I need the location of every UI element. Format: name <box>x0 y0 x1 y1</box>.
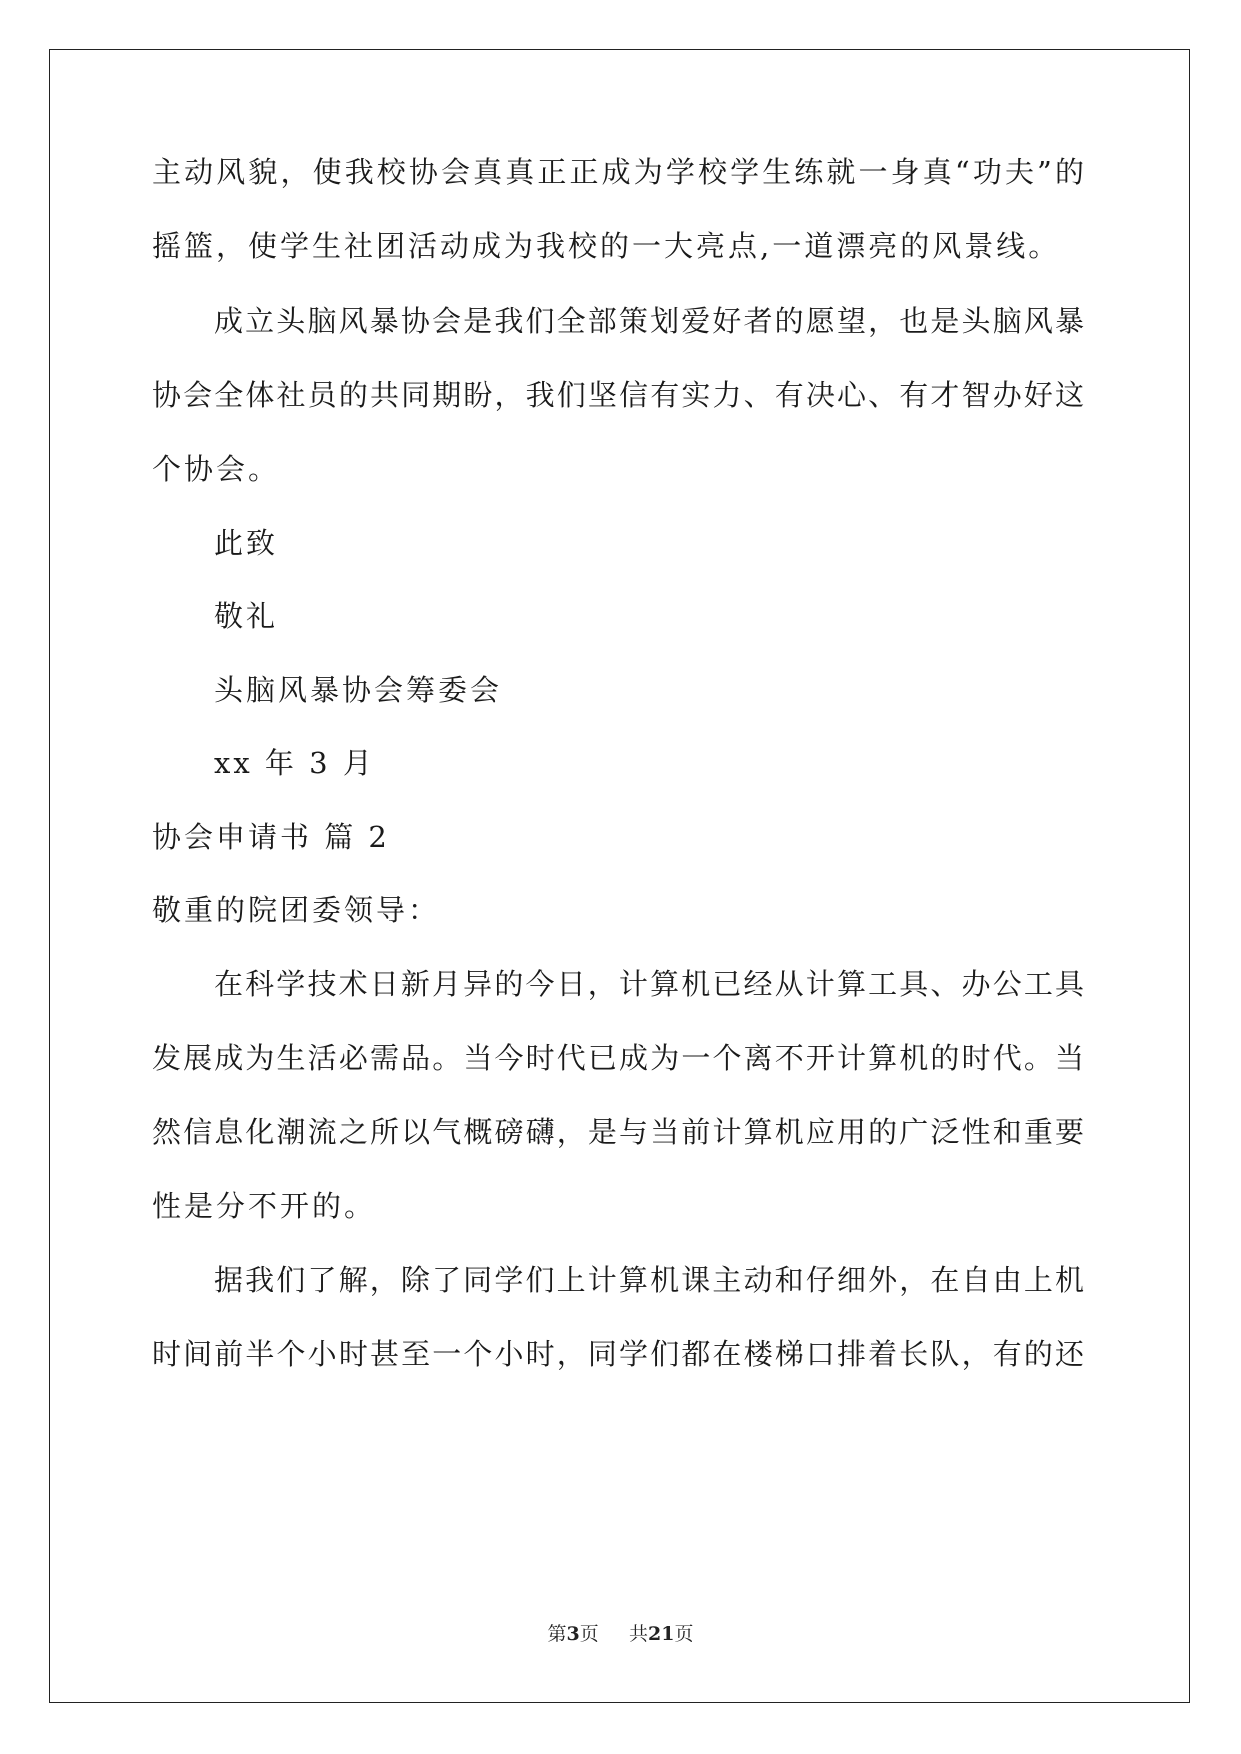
page-frame <box>49 49 1190 1703</box>
page-footer <box>0 1622 1241 1646</box>
footer-total-unit: 页 <box>674 1623 694 1645</box>
body-text-line: 摇篮，使学生社团活动成为我校的一大亮点,一道漂亮的风景线。 <box>152 229 1061 263</box>
body-text-line: 时间前半个小时甚至一个小时，同学们都在楼梯口排着长队，有的还 <box>152 1337 1084 1371</box>
body-text-line: 据我们了解，除了同学们上计算机课主动和仔细外，在自由上机 <box>214 1263 1084 1297</box>
current-page-number: 3 <box>566 1623 580 1645</box>
salutation: 敬重的院团委领导： <box>152 893 441 927</box>
signature-date: xx 年 3 月 <box>214 746 375 780</box>
body-text-line: 性是分不开的。 <box>152 1189 377 1223</box>
body-text-line: 发展成为生活必需品。当今时代已成为一个离不开计算机的时代。当 <box>152 1041 1084 1075</box>
closing-regards: 敬礼 <box>214 599 279 633</box>
body-text-line: 成立头脑风暴协会是我们全部策划爱好者的愿望，也是头脑风暴 <box>214 304 1084 338</box>
body-text-line: 然信息化潮流之所以气概磅礴，是与当前计算机应用的广泛性和重要 <box>152 1115 1084 1149</box>
signature-organization: 头脑风暴协会筹委会 <box>214 673 503 707</box>
total-page-count: 21 <box>648 1623 675 1645</box>
body-text-line: 个协会。 <box>152 452 281 486</box>
footer-total-prefix: 共 <box>628 1623 648 1645</box>
body-text-line: 在科学技术日新月异的今日，计算机已经从计算工具、办公工具 <box>214 967 1084 1001</box>
footer-prefix: 第 <box>547 1623 567 1645</box>
body-text-line: 协会全体社员的共同期盼，我们坚信有实力、有决心、有才智办好这 <box>152 378 1084 412</box>
body-text-line: 主动风貌，使我校协会真真正正成为学校学生练就一身真“功夫”的 <box>152 155 1084 189</box>
section-heading: 协会申请书 篇 2 <box>152 820 390 854</box>
closing-salutation: 此致 <box>214 526 279 560</box>
footer-page-unit: 页 <box>579 1623 599 1645</box>
